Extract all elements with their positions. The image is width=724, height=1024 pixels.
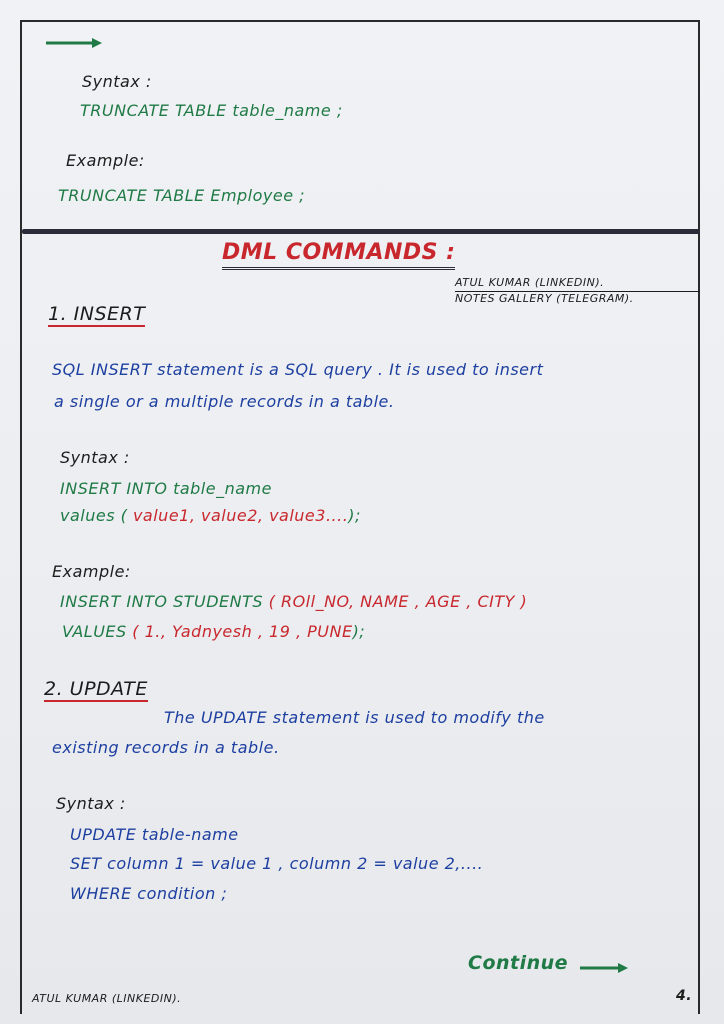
update-syntax-line1: UPDATE table-name — [70, 825, 239, 844]
page-number: 4. — [676, 988, 693, 1004]
insert-example-columns: ( ROll_NO, NAME , AGE , CITY ) — [263, 592, 528, 611]
insert-example-values-close: ); — [352, 622, 366, 641]
credit-linkedin: ATUL KUMAR (LINKEDIN). — [455, 276, 605, 289]
update-heading: 2. UPDATE — [44, 678, 148, 700]
insert-syntax-values-list: value1, value2, value3.... — [127, 506, 349, 525]
insert-description-line1: SQL INSERT statement is a SQL query . It is used to insert — [52, 360, 544, 379]
insert-example-line1 — [60, 592, 527, 611]
insert-syntax-values-keyword: values ( — [60, 506, 128, 525]
credit-telegram: NOTES GALLERY (TELEGRAM). — [455, 291, 700, 305]
insert-example-table: INSERT INTO STUDENTS — [60, 592, 264, 611]
insert-syntax-label: Syntax : — [60, 448, 130, 467]
page-title: DML COMMANDS : — [222, 240, 455, 270]
insert-example-values-keyword: VALUES — [62, 622, 127, 641]
arrow-right-icon — [44, 36, 104, 50]
section-divider — [22, 229, 700, 234]
insert-example-line2 — [62, 622, 365, 641]
continue-label: Continue — [468, 952, 569, 974]
update-description-line2: existing records in a table. — [52, 738, 280, 757]
truncate-example-code: TRUNCATE TABLE Employee ; — [58, 186, 306, 205]
arrow-right-icon — [578, 961, 630, 975]
insert-example-values-list: ( 1., Yadnyesh , 19 , PUNE — [126, 622, 353, 641]
truncate-syntax-code: TRUNCATE TABLE table_name ; — [80, 101, 343, 120]
update-syntax-label: Syntax : — [56, 794, 126, 813]
insert-example-label: Example: — [52, 562, 131, 581]
insert-heading: 1. INSERT — [48, 303, 146, 325]
insert-syntax-line1: INSERT INTO table_name — [60, 479, 272, 498]
update-description-line1: The UPDATE statement is used to modify the — [164, 708, 545, 727]
insert-syntax-line2 — [60, 506, 361, 525]
update-syntax-line3: WHERE condition ; — [70, 884, 228, 903]
footer-credit: ATUL KUMAR (LINKEDIN). — [32, 992, 182, 1005]
insert-description-line2: a single or a multiple records in a table. — [54, 392, 395, 411]
update-syntax-line2: SET column 1 = value 1 , column 2 = value 2,.... — [70, 854, 484, 873]
insert-syntax-values-close: ); — [348, 506, 361, 525]
truncate-syntax-label: Syntax : — [82, 72, 152, 91]
truncate-example-label: Example: — [66, 151, 145, 170]
